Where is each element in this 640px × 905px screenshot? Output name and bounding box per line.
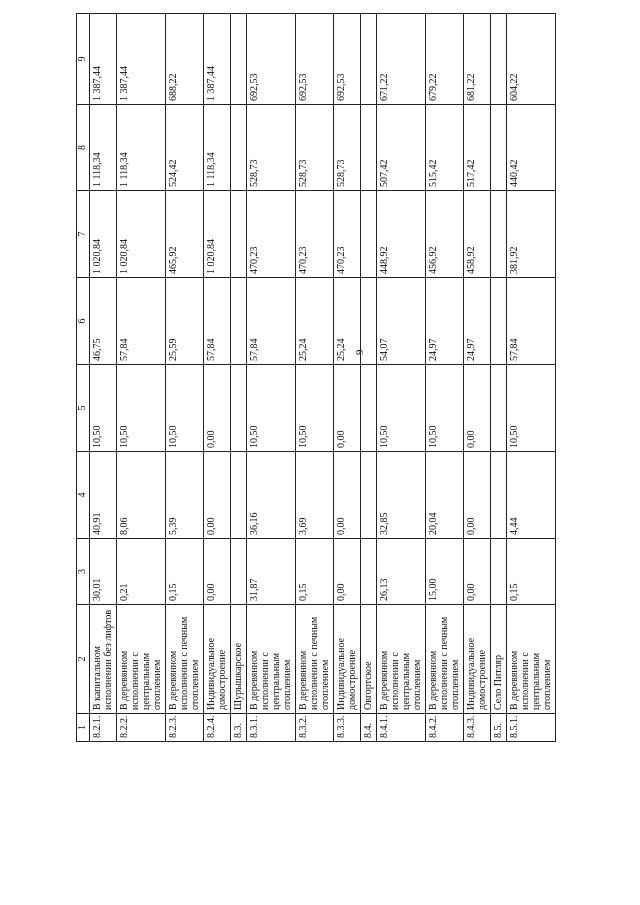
table-cell: 46,75: [90, 278, 117, 365]
table-cell: 1 387,44: [90, 14, 117, 105]
table-cell: В капитальном исполнении без лифтов: [90, 605, 117, 714]
column-header: 6: [77, 278, 90, 365]
table-cell: 57,84: [204, 278, 231, 365]
table-cell: 8.3.2.: [296, 714, 334, 742]
table-cell: 688,22: [166, 14, 204, 105]
table-cell: [361, 191, 377, 278]
table-cell: 0,00: [204, 452, 231, 539]
table-cell: 0,15: [507, 539, 556, 605]
table-cell: 528,73: [247, 105, 296, 191]
table-cell: 517,42: [464, 105, 491, 191]
table-cell: 10,50: [507, 365, 556, 452]
table-cell: 1 118,34: [204, 105, 231, 191]
table-cell: В деревянном исполнении с центральным отоплением: [247, 605, 296, 714]
table-cell: 1 020,84: [90, 191, 117, 278]
table-cell: 3,69: [296, 452, 334, 539]
column-header: 7: [77, 191, 90, 278]
table-row: [361, 14, 377, 742]
table-cell: В деревянном исполнении с печным отоплением: [296, 605, 334, 714]
table-cell: 528,73: [296, 105, 334, 191]
table-cell: 8.4.2.: [426, 714, 464, 742]
table-cell: [491, 452, 507, 539]
table-cell: [491, 191, 507, 278]
table-cell: 40,91: [90, 452, 117, 539]
table-cell: 5,39: [166, 452, 204, 539]
table-cell: 692,53: [247, 14, 296, 105]
table-cell: 10,50: [426, 365, 464, 452]
table-cell: [361, 539, 377, 605]
table-cell: В деревянном исполнении с центральным отоплением: [377, 605, 426, 714]
table-cell: [361, 278, 377, 365]
column-header: 9: [77, 14, 90, 105]
table-cell: [491, 539, 507, 605]
table-cell: 381,92: [507, 191, 556, 278]
table-cell: 0,21: [117, 539, 166, 605]
table-cell: 8.2.4.: [204, 714, 231, 742]
table-cell: 470,23: [296, 191, 334, 278]
table-cell: 692,53: [334, 14, 361, 105]
table-cell: 8,06: [117, 452, 166, 539]
table-row: [247, 14, 296, 742]
table-cell: 24,97: [464, 278, 491, 365]
table-cell: [491, 14, 507, 105]
table-cell: 1 387,44: [117, 14, 166, 105]
table-cell: 8.3.1.: [247, 714, 296, 742]
table-cell: 1 020,84: [204, 191, 231, 278]
table-cell: 30,01: [90, 539, 117, 605]
table-cell: 24,97: [426, 278, 464, 365]
column-header: 3: [77, 539, 90, 605]
table-cell: 25,24: [334, 278, 361, 365]
table-cell: [231, 539, 247, 605]
table-cell: 15,00: [426, 539, 464, 605]
table-row: [231, 14, 247, 742]
table-row: [296, 14, 334, 742]
table-row: [117, 14, 166, 742]
table-cell: 528,73: [334, 105, 361, 191]
table-cell: 8.4.1.: [377, 714, 426, 742]
table-cell: 54,07: [377, 278, 426, 365]
table-cell: 1 118,34: [90, 105, 117, 191]
table-cell: 10,50: [377, 365, 426, 452]
table-cell: 507,42: [377, 105, 426, 191]
table-row: [90, 14, 117, 742]
table-cell: 8.4.: [361, 714, 377, 742]
table-cell: 25,24: [296, 278, 334, 365]
table-row: [491, 14, 507, 742]
table-cell: 671,22: [377, 14, 426, 105]
column-header: 8: [77, 105, 90, 191]
column-header: 5: [77, 365, 90, 452]
table-row: [204, 14, 231, 742]
table-cell: 25,59: [166, 278, 204, 365]
table-cell: 465,92: [166, 191, 204, 278]
table-cell: 1 118,34: [117, 105, 166, 191]
table-cell: 470,23: [334, 191, 361, 278]
table-cell: 0,00: [334, 452, 361, 539]
table-cell: 10,50: [90, 365, 117, 452]
table-cell: 57,84: [117, 278, 166, 365]
table-cell: [491, 365, 507, 452]
table-row: [334, 14, 361, 742]
table-cell: Овгортское: [361, 605, 377, 714]
table-cell: 8.5.1.: [507, 714, 556, 742]
table-cell: 448,92: [377, 191, 426, 278]
table-cell: 8.4.3.: [464, 714, 491, 742]
table-cell: 0,15: [166, 539, 204, 605]
table-cell: 0,00: [334, 365, 361, 452]
table-cell: В деревянном исполнении с центральным отоплением: [117, 605, 166, 714]
table-cell: 681,22: [464, 14, 491, 105]
table-cell: 10,50: [117, 365, 166, 452]
table-cell: 36,16: [247, 452, 296, 539]
table-cell: [491, 105, 507, 191]
column-header: 4: [77, 452, 90, 539]
table-cell: [231, 14, 247, 105]
table-cell: Индивидуальное домостроение: [204, 605, 231, 714]
rotated-table-container: [76, 14, 553, 742]
table-cell: 8.5.: [491, 714, 507, 742]
table-cell: 1 020,84: [117, 191, 166, 278]
table-cell: 57,84: [247, 278, 296, 365]
table-cell: 470,23: [247, 191, 296, 278]
table-cell: Индивидуальное домостроение: [464, 605, 491, 714]
table-cell: 20,04: [426, 452, 464, 539]
table-cell: 0,00: [464, 452, 491, 539]
table-cell: 524,42: [166, 105, 204, 191]
tariff-table: [76, 13, 556, 742]
table-cell: 0,00: [204, 365, 231, 452]
table-cell: 1 387,44: [204, 14, 231, 105]
table-cell: Шурышкарское: [231, 605, 247, 714]
table-cell: 4,44: [507, 452, 556, 539]
table-cell: 10,50: [166, 365, 204, 452]
table-cell: [361, 105, 377, 191]
table-cell: 458,92: [464, 191, 491, 278]
table-cell: 604,22: [507, 14, 556, 105]
table-cell: [361, 365, 377, 452]
table-cell: [231, 365, 247, 452]
table-cell: 8.2.3.: [166, 714, 204, 742]
table-cell: 0,00: [204, 539, 231, 605]
table-row: [166, 14, 204, 742]
table-cell: 456,92: [426, 191, 464, 278]
table-cell: 32,85: [377, 452, 426, 539]
table-cell: [231, 191, 247, 278]
table-cell: [361, 14, 377, 105]
table-row: [507, 14, 556, 742]
page-number: 9: [354, 349, 366, 355]
table-cell: В деревянном исполнении с печным отоплением: [426, 605, 464, 714]
table-cell: [361, 452, 377, 539]
table-cell: 57,84: [507, 278, 556, 365]
table-cell: 679,22: [426, 14, 464, 105]
table-cell: В деревянном исполнении с центральным отоплением: [507, 605, 556, 714]
table-cell: 0,00: [464, 365, 491, 452]
table-cell: 0,15: [296, 539, 334, 605]
table-cell: 0,00: [464, 539, 491, 605]
table-cell: В деревянном исполнении с печным отоплением: [166, 605, 204, 714]
table-cell: Село Питляр: [491, 605, 507, 714]
table-cell: 26,13: [377, 539, 426, 605]
table-cell: [231, 105, 247, 191]
table-cell: 8.3.3.: [334, 714, 361, 742]
table-cell: [231, 452, 247, 539]
table-cell: 10,50: [247, 365, 296, 452]
column-header: 1: [77, 714, 90, 742]
table-cell: 692,53: [296, 14, 334, 105]
table-cell: 515,42: [426, 105, 464, 191]
table-cell: Индивидуальное домостроение: [334, 605, 361, 714]
table-cell: [231, 278, 247, 365]
table-cell: 10,50: [296, 365, 334, 452]
table-row: [426, 14, 464, 742]
table-cell: 8.2.2.: [117, 714, 166, 742]
table-cell: 0,00: [334, 539, 361, 605]
table-cell: [491, 278, 507, 365]
table-cell: 440,42: [507, 105, 556, 191]
column-header: 2: [77, 605, 90, 714]
table-row: [377, 14, 426, 742]
table-row: [464, 14, 491, 742]
table-cell: 31,87: [247, 539, 296, 605]
header-row: [77, 14, 90, 742]
table-cell: 8.3.: [231, 714, 247, 742]
table-cell: 8.2.1.: [90, 714, 117, 742]
